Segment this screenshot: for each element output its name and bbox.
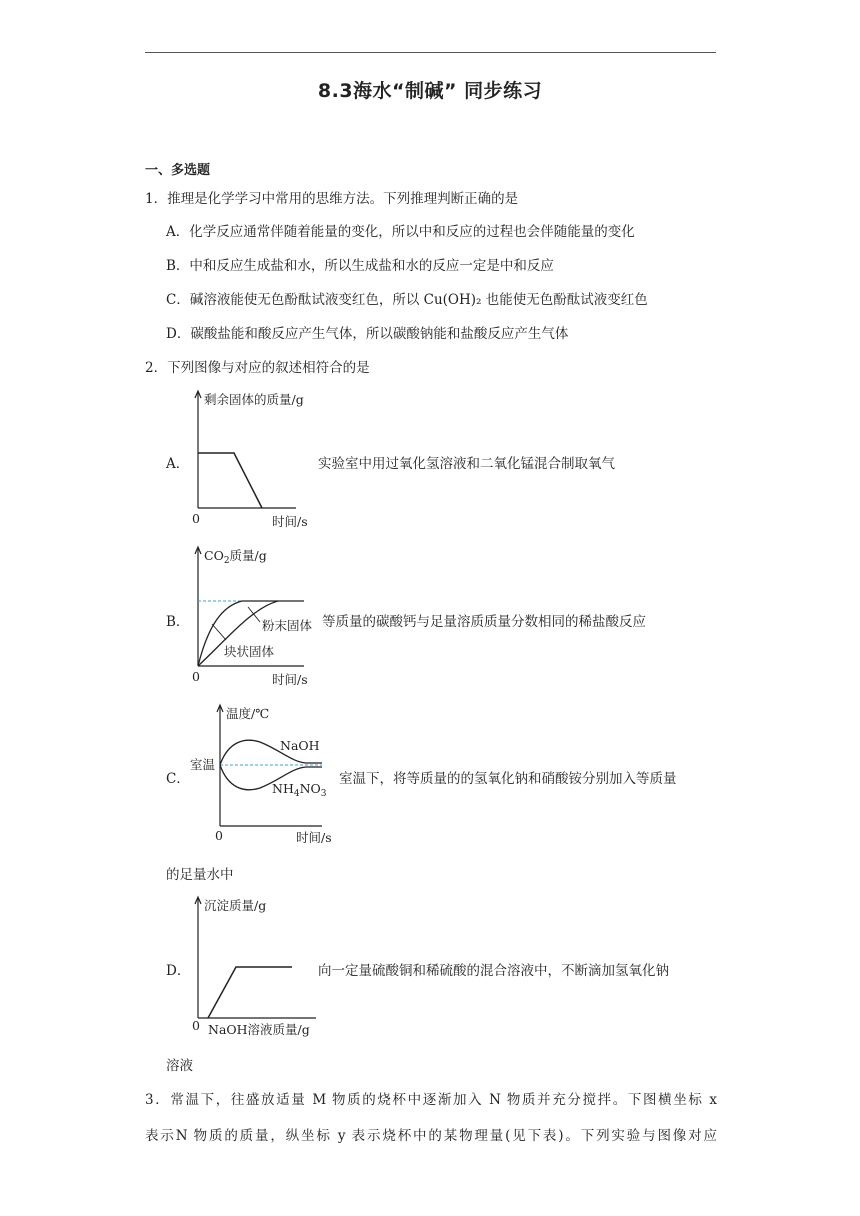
graph-b-origin: 0 bbox=[192, 669, 200, 684]
q1-stem: 1．推理是化学学习中常用的思维方法。下列推理判断正确的是 bbox=[145, 191, 519, 207]
graph-a-origin: 0 bbox=[192, 511, 200, 526]
page-title: 8.3海水“制碱” 同步练习 bbox=[317, 80, 543, 102]
graph-c-xlabel: 时间/s bbox=[296, 830, 332, 845]
q1-option-d: D．碳酸盐能和酸反应产生气体，所以碳酸钠能和盐酸反应产生气体 bbox=[166, 326, 569, 342]
q2-option-c-text-cont: 的足量水中 bbox=[166, 867, 234, 883]
graph-a bbox=[186, 388, 326, 530]
q2-option-b-text: 等质量的碳酸钙与足量溶质质量分数相同的稀盐酸反应 bbox=[322, 614, 646, 630]
q2-option-c-text: 室温下，将等质量的的氢氧化钠和硝酸铵分别加入等质量 bbox=[339, 771, 677, 787]
q3-line-1: 3．常温下，往盛放适量 M 物质的烧杯中逐渐加入 N 物质并充分搅拌。下图横坐标 x bbox=[145, 1092, 717, 1108]
q2-option-a-label: A． bbox=[166, 456, 190, 472]
graph-b bbox=[186, 544, 326, 690]
q1-option-a: A．化学反应通常伴随着能量的变化，所以中和反应的过程也会伴随能量的变化 bbox=[166, 224, 635, 240]
graph-d-curve bbox=[208, 967, 292, 1018]
q2-option-c-label: C． bbox=[166, 771, 190, 787]
graph-c-room-label: 室温 bbox=[190, 757, 216, 772]
q1-option-c: C．碱溶液能使无色酚酞试液变红色，所以 Cu(OH)₂ 也能使无色酚酞试液变红色 bbox=[166, 292, 648, 308]
q3-line-2: 表示N 物质的质量，纵坐标 y 表示烧杯中的某物理量(见下表)。下列实验与图像对应 bbox=[145, 1128, 717, 1144]
header-rule bbox=[145, 52, 716, 53]
q2-option-a-text: 实验室中用过氧化氢溶液和二氧化锰混合制取氧气 bbox=[318, 456, 615, 472]
graph-c bbox=[188, 702, 338, 848]
q1-option-b: B．中和反应生成盐和水，所以生成盐和水的反应一定是中和反应 bbox=[166, 258, 554, 274]
graph-d-origin: 0 bbox=[192, 1018, 200, 1033]
graph-a-ylabel: 剩余固体的质量/g bbox=[204, 392, 304, 407]
graph-c-naoh-label: NaOH bbox=[280, 738, 320, 753]
graph-c-ylabel: 温度/℃ bbox=[226, 706, 270, 721]
graph-c-origin: 0 bbox=[215, 828, 223, 843]
q2-option-d-text-cont: 溶液 bbox=[166, 1058, 193, 1074]
graph-b-lump-label: 块状固体 bbox=[224, 644, 275, 659]
graph-b-ylabel: $CO_2$质量/g bbox=[204, 548, 267, 566]
graph-d-ylabel: 沉淀质量/g bbox=[204, 898, 267, 913]
graph-b-powder-label: 粉末固体 bbox=[262, 618, 313, 633]
graph-c-nh4no3-label: $NH_4NO_3$ bbox=[272, 781, 327, 799]
q2-option-d-label: D． bbox=[166, 963, 191, 979]
graph-a-curve bbox=[198, 453, 262, 508]
q2-option-d-text: 向一定量硫酸铜和稀硫酸的混合溶液中，不断滴加氢氧化钠 bbox=[318, 963, 669, 979]
graph-d bbox=[186, 894, 336, 1040]
graph-b-xlabel: 时间/s bbox=[272, 672, 308, 687]
section-title: 一、多选题 bbox=[145, 163, 211, 178]
q2-option-b-label: B． bbox=[166, 614, 190, 630]
graph-a-xlabel: 时间/s bbox=[272, 514, 308, 529]
graph-d-xlabel: NaOH溶液质量/g bbox=[208, 1022, 310, 1037]
q2-stem: 2．下列图像与对应的叙述相符合的是 bbox=[145, 360, 370, 376]
